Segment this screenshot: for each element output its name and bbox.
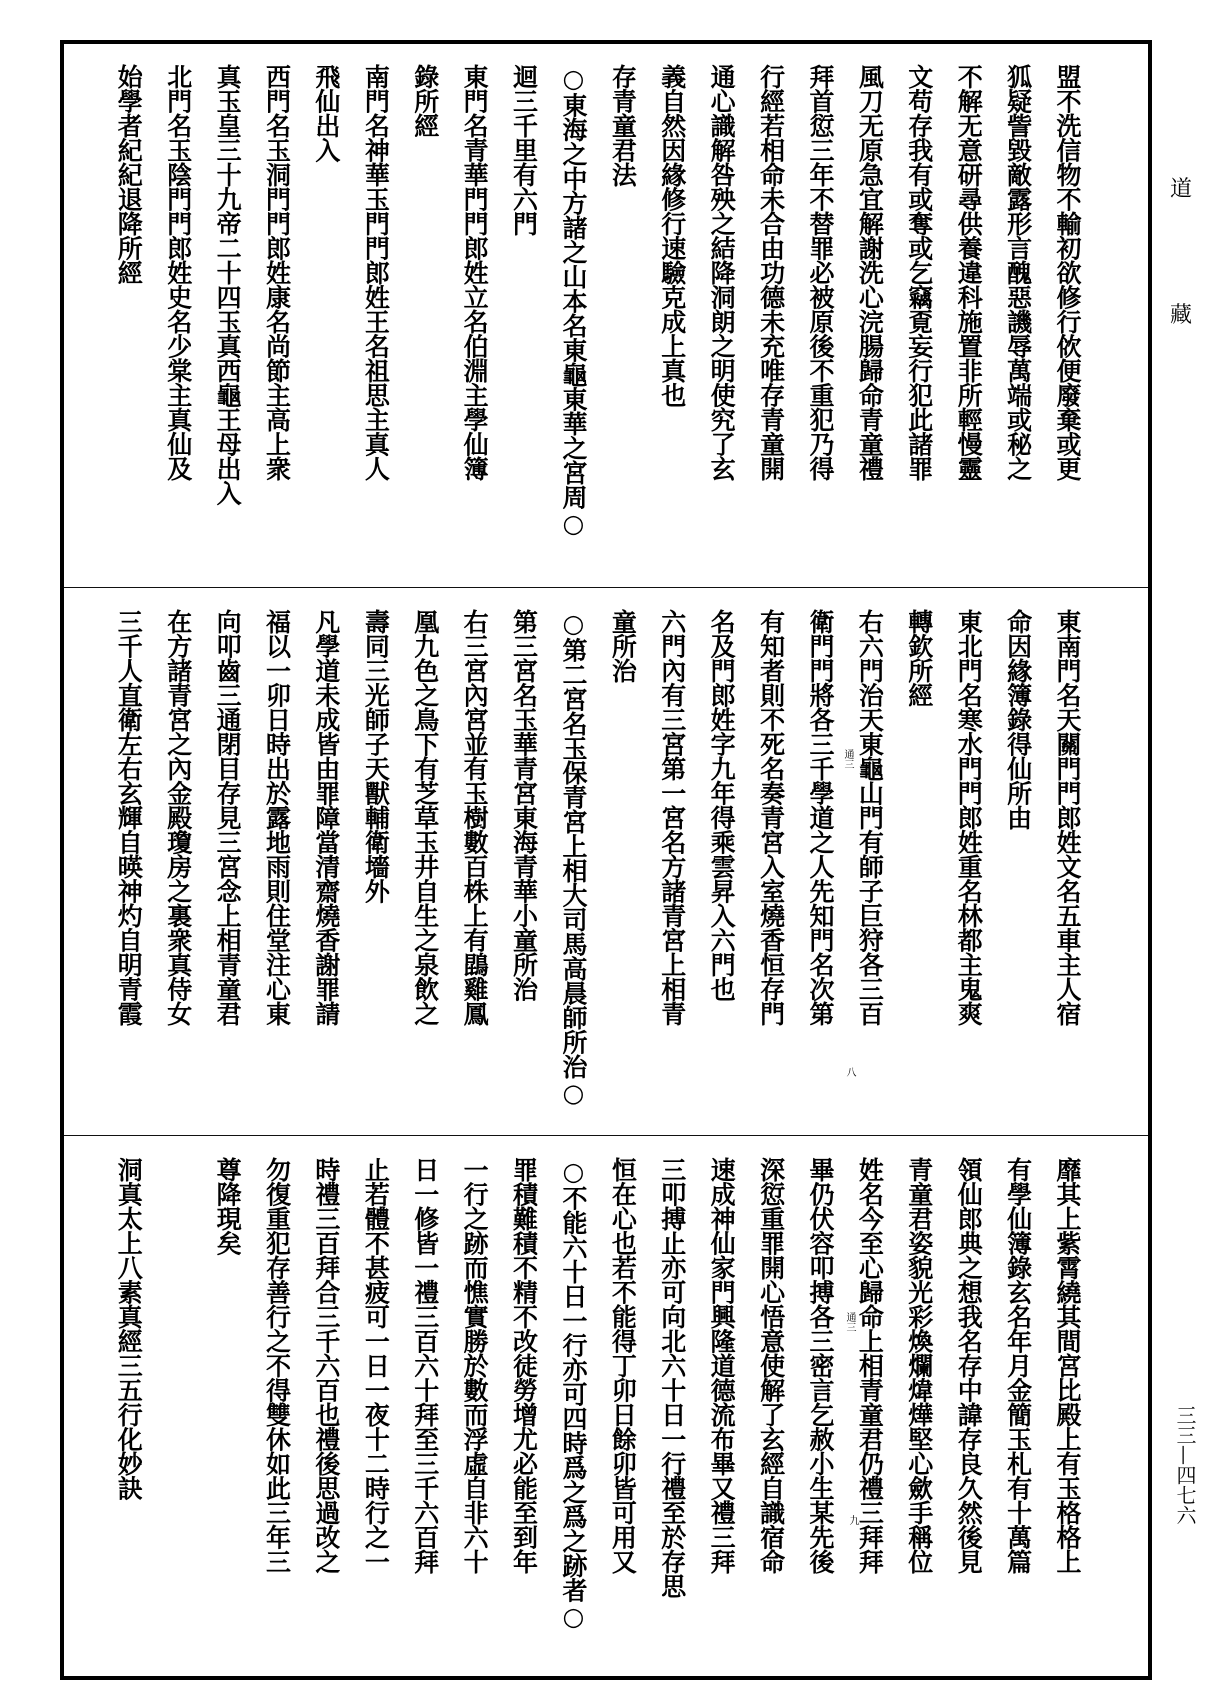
text-columns-bottom bbox=[104, 1157, 1092, 1676]
text-column: 右三宮內宮並有玉樹數百株上有鵾雞鳳 bbox=[460, 609, 490, 1026]
register-bottom bbox=[64, 1137, 1148, 1676]
text-column: 迴三千里有六門 bbox=[509, 64, 539, 236]
text-column: 真玉皇三十九帝二十四玉真西龜王母出入 bbox=[213, 64, 243, 505]
text-column: 三叩搏止亦可向北六十日一行禮至於存思 bbox=[657, 1157, 687, 1598]
page-frame bbox=[60, 40, 1152, 1680]
text-column: 第三宮名玉華青宮東海青華小童所治 bbox=[509, 609, 539, 1001]
text-column: 命因緣簿錄得仙所由 bbox=[1003, 609, 1033, 830]
text-column: 日一修皆一禮三百六十拜至三千六百拜 bbox=[410, 1157, 440, 1574]
text-column: 名及門郎姓字九年得乘雲昇入六門也 bbox=[707, 609, 737, 1001]
margin-title-char-dao: 道 bbox=[1170, 177, 1193, 202]
text-column: 義自然因緣修行速驗克成上真也 bbox=[657, 64, 687, 407]
text-column: 北門名玉陰門門郎姓史名少棠主真仙及 bbox=[163, 64, 193, 481]
register-divider bbox=[64, 1135, 1148, 1136]
text-column: 右六門治天東龜山門有師子巨狩各三百 bbox=[855, 609, 885, 1026]
text-column: 風刀无原急宜解謝洗心浣腸歸命青童禮 bbox=[855, 64, 885, 481]
text-column: 文苟存我有或奪或乞竊覔妄行犯此諸罪 bbox=[904, 64, 934, 481]
text-column: 向叩齒三通閉目存見三宮念上相青童君 bbox=[213, 609, 243, 1026]
text-column: 凰九色之鳥下有芝草玉井自生之泉飲之 bbox=[410, 609, 440, 1026]
text-column: 領仙郎典之想我名存中諱存良久然後見 bbox=[954, 1157, 984, 1574]
text-column: 青童君姿貌光彩煥爛煒燁堅心歛手稱位 bbox=[904, 1157, 934, 1574]
text-column: 不解无意研尋供養違科施置非所輕慢靈 bbox=[954, 64, 984, 481]
register-top bbox=[64, 44, 1148, 587]
text-column: 深愆重罪開心悟意使解了玄經自識宿命 bbox=[756, 1157, 786, 1574]
text-column: ○東海之中方諸之山本名東龜東華之宮周○ bbox=[558, 64, 588, 538]
register-divider bbox=[64, 587, 1148, 588]
text-column: 存青童君法 bbox=[608, 64, 638, 187]
annotation-note: 通三 bbox=[842, 749, 853, 769]
text-column: 童所治 bbox=[608, 609, 638, 683]
text-column: 止若體不甚疲可一日一夜十二時行之一 bbox=[361, 1157, 391, 1574]
text-column: 姓名今至心歸命上相青童君仍禮三拜拜 bbox=[855, 1157, 885, 1574]
text-column: 有學仙簿錄玄名年月金簡玉札有十萬篇 bbox=[1003, 1157, 1033, 1574]
text-column: 六門內有三宮第一宮名方諸青宮上相青 bbox=[657, 609, 687, 1026]
text-columns-middle bbox=[104, 609, 1092, 1135]
text-column: 壽同三光師子天獸輔衛墻外 bbox=[361, 609, 391, 903]
annotation-note: 九 bbox=[847, 1515, 858, 1525]
text-column: 東門名青華門門郎姓立名伯淵主學仙簿 bbox=[460, 64, 490, 481]
text-column: 速成神仙家門興隆道德流布畢又禮三拜 bbox=[707, 1157, 737, 1574]
text-column: 拜首愆三年不替罪必被原後不重犯乃得 bbox=[805, 64, 835, 481]
text-column: 洞真太上八素真經三五行化妙訣 bbox=[114, 1157, 144, 1500]
text-column: 在方諸青宮之內金殿瓊房之裏衆真侍女 bbox=[163, 609, 193, 1026]
text-column: 行經若相命未合由功德未充唯存青童開 bbox=[756, 64, 786, 481]
text-column: 靡其上紫霄繞其間宮比殿上有玉格格上 bbox=[1053, 1157, 1082, 1574]
text-column: 南門名神華玉門門郎姓王名祖思主真人 bbox=[361, 64, 391, 481]
text-column: 恒在心也若不能得丁卯日餘卯皆可用又 bbox=[608, 1157, 638, 1574]
margin-title-char-zang: 藏 bbox=[1170, 303, 1193, 328]
page-number: 三三—四七六 bbox=[1173, 1405, 1197, 1525]
register-middle bbox=[64, 589, 1148, 1135]
text-column: 錄所經 bbox=[410, 64, 440, 138]
annotation-note: 通三 bbox=[844, 1312, 855, 1332]
text-column: 尊降現矣 bbox=[213, 1157, 243, 1255]
text-column: ○不能六十日一行亦可四時爲之爲之跡者○ bbox=[558, 1157, 588, 1631]
text-column: 轉欽所經 bbox=[904, 609, 934, 707]
text-column: 福以一卯日時出於露地雨則住堂注心東 bbox=[262, 609, 292, 1026]
text-column: 盟不洗信物不輸初欲修行佽便廢棄或更 bbox=[1053, 64, 1082, 481]
text-column: 一行之跡而憔實勝於數而浮虛自非六十 bbox=[460, 1157, 490, 1574]
text-column: ○第二宮名玉保青宮上相大司馬高晨師所治○ bbox=[558, 609, 588, 1107]
text-column: 西門名玉洞門門郎姓康名尚節主高上衆 bbox=[262, 64, 292, 481]
text-column: 凡學道未成皆由罪障當清齋燒香謝罪請 bbox=[311, 609, 341, 1026]
text-column: 三千人直衛左右玄輝自暎神灼自明青霞 bbox=[114, 609, 144, 1026]
text-column: 時禮三百拜合三千六百也禮後思過改之 bbox=[311, 1157, 341, 1574]
text-columns-top bbox=[104, 64, 1092, 587]
annotation-note: 八 bbox=[844, 1067, 855, 1077]
text-column: 畢仍伏容叩搏各三密言乞赦小生某先後 bbox=[805, 1157, 835, 1574]
text-column: 衛門門將各三千學道之人先知門名次第 bbox=[805, 609, 835, 1026]
text-column: 狐疑訾毀敵露形言醜惡譏辱萬端或秘之 bbox=[1003, 64, 1033, 481]
text-column: 飛仙出入 bbox=[311, 64, 341, 162]
text-column: 勿復重犯存善行之不得雙休如此三年三 bbox=[262, 1157, 292, 1574]
text-column: 通心識解咎殃之結降洞朗之明使究了玄 bbox=[707, 64, 737, 481]
text-column: 始學者紀紀退降所經 bbox=[114, 64, 144, 285]
text-column: 東北門名寒水門門郎姓重名林都主鬼爽 bbox=[954, 609, 984, 1026]
text-column bbox=[153, 1157, 202, 1676]
text-column: 有知者則不死名奏青宮入室燒香恒存門 bbox=[756, 609, 786, 1026]
text-column: 罪積難積不精不改徒勞增尤必能至到年 bbox=[509, 1157, 539, 1574]
text-column: 東南門名天關門門郎姓文名五車主人宿 bbox=[1053, 609, 1082, 1026]
